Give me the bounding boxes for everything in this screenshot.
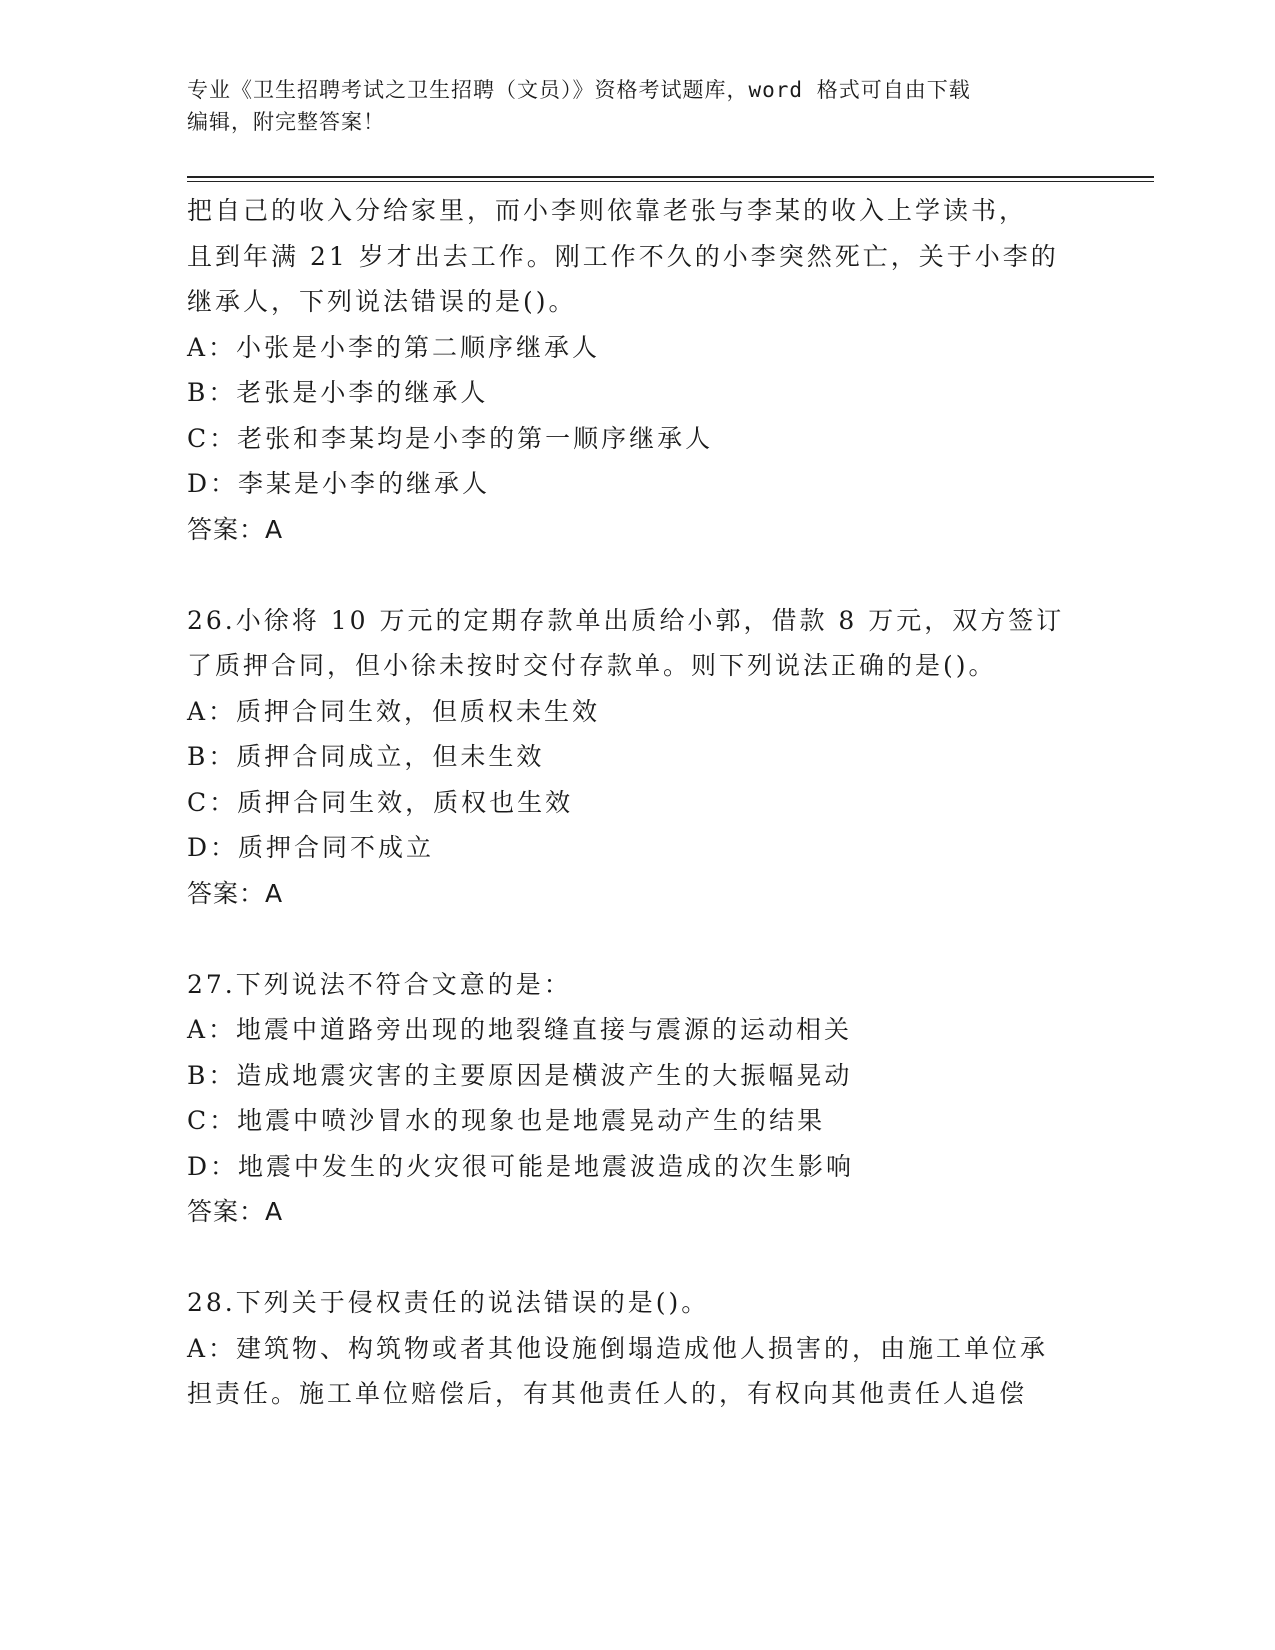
header-line-1: 专业《卫生招聘考试之卫生招聘（文员）》资格考试题库，word 格式可自由下载	[187, 78, 971, 102]
question-spacer	[187, 1235, 1087, 1281]
option-b: B：老张是小李的继承人	[187, 378, 489, 407]
question-25	[187, 188, 1087, 552]
header-divider-thick	[187, 176, 1154, 178]
option-b: B：质押合同成立，但未生效	[187, 742, 545, 771]
question-stem-line: 27.下列说法不符合文意的是：	[187, 969, 572, 999]
option-a: A：地震中道路旁出现的地裂缝直接与震源的运动相关	[187, 1015, 853, 1044]
question-spacer	[187, 916, 1087, 962]
question-stem-line: 28.下列关于侵权责任的说法错误的是()。	[187, 1288, 710, 1317]
question-body	[187, 188, 1087, 1417]
question-26	[187, 598, 1087, 917]
option-d: D：地震中发生的火灾很可能是地震波造成的次生影响	[187, 1151, 855, 1181]
answer-line: 答案：A	[187, 514, 284, 544]
question-27	[187, 962, 1087, 1235]
header-line-2: 编辑，附完整答案！	[187, 110, 385, 134]
option-a: A：建筑物、构筑物或者其他设施倒塌造成他人损害的，由施工单位承	[187, 1333, 1049, 1363]
option-c: C：老张和李某均是小李的第一顺序继承人	[187, 423, 714, 453]
answer-line: 答案：A	[187, 1197, 284, 1226]
document-header	[187, 74, 1087, 138]
option-a: A：质押合同生效，但质权未生效	[187, 696, 601, 726]
question-stem-line: 了质押合同，但小徐未按时交付存款单。则下列说法正确的是()。	[187, 651, 997, 680]
answer-line: 答案：A	[187, 878, 284, 908]
option-a: A：小张是小李的第二顺序继承人	[187, 332, 601, 362]
option-a-continued: 担责任。施工单位赔偿后，有其他责任人的，有权向其他责任人追偿	[187, 1379, 1028, 1408]
question-stem-line: 把自己的收入分给家里，而小李则依靠老张与李某的收入上学读书，	[187, 196, 1028, 225]
option-d: D：质押合同不成立	[187, 833, 435, 862]
question-stem-line: 26.小徐将 10 万元的定期存款单出质给小郭，借款 8 万元，双方签订	[187, 605, 1065, 635]
header-divider-thin	[187, 181, 1154, 182]
option-d: D：李某是小李的继承人	[187, 469, 491, 498]
question-spacer	[187, 552, 1087, 598]
option-b: B：造成地震灾害的主要原因是横波产生的大振幅晃动	[187, 1060, 853, 1090]
option-c: C：质押合同生效，质权也生效	[187, 787, 574, 817]
question-28	[187, 1280, 1087, 1417]
question-stem-line: 继承人，下列说法错误的是()。	[187, 287, 577, 316]
option-c: C：地震中喷沙冒水的现象也是地震晃动产生的结果	[187, 1106, 826, 1135]
question-stem-line: 且到年满 21 岁才出去工作。刚工作不久的小李突然死亡，关于小李的	[187, 241, 1059, 271]
